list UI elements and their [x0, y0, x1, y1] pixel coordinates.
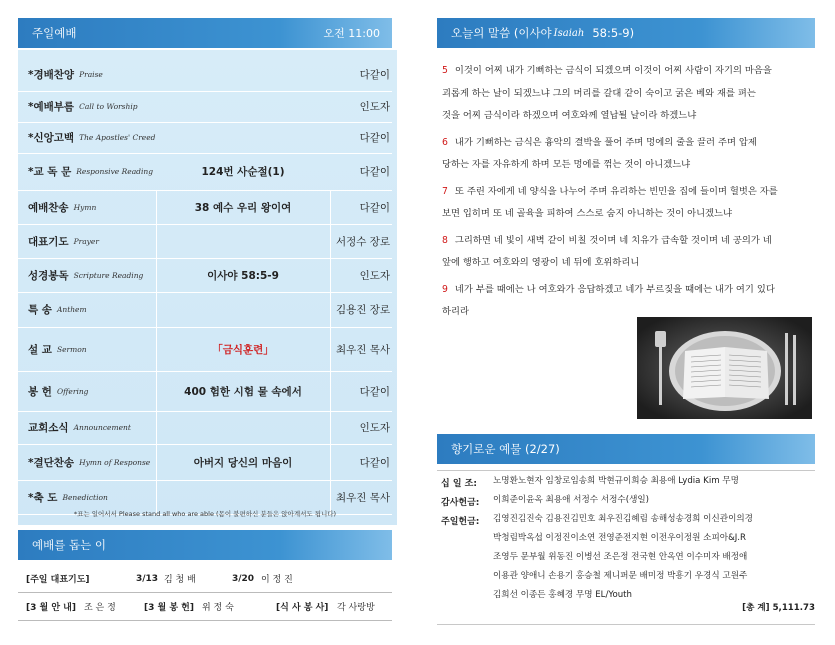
- worship-item-leader: 다같이: [359, 166, 390, 178]
- worship-item-detail: [158, 57, 328, 91]
- worship-row: [18, 57, 392, 92]
- verse-line: [442, 154, 816, 177]
- offering-names-line: 박청림박옥섭 이정진이소연 전영준전지현 이전우이정원 소피아&J.R: [493, 533, 747, 543]
- worship-item-name: [28, 91, 138, 122]
- offering-names-line: 조영두 문부월 위동진 이병선 조은정 전국현 안옥연 이수미자 배정애: [493, 552, 748, 562]
- worship-item-name: [28, 122, 155, 153]
- scripture-title: 오늘의 말씀 (이사야: [451, 26, 552, 40]
- worship-item-korean: 봉 헌: [28, 385, 52, 398]
- verse-line: [442, 203, 816, 226]
- worship-item-english: Anthem: [56, 305, 87, 314]
- worship-item-detail: [158, 91, 328, 122]
- worship-row: [18, 327, 392, 372]
- worship-order-panel: [18, 50, 397, 525]
- column-divider: [330, 190, 331, 224]
- verse-line: [442, 83, 816, 106]
- usher-label: [3 월 안 내]: [26, 603, 76, 613]
- worship-item-detail: [158, 411, 328, 444]
- worship-item-korean: *교 독 문: [28, 166, 72, 178]
- prayer-schedule-row: [18, 565, 392, 593]
- worship-item-english: Responsive Reading: [76, 167, 154, 176]
- verse-text: 그리하면 네 빛이 새벽 같이 비칠 것이며 네 치유가 급속할 것이며 네 공의가 네: [454, 234, 772, 246]
- column-divider: [330, 411, 331, 444]
- worship-row: [18, 153, 392, 191]
- worship-item-english: Call to Worship: [79, 102, 138, 111]
- worship-item-leader: 인도자: [359, 422, 390, 434]
- column-divider: [156, 224, 157, 258]
- column-divider: [156, 411, 157, 444]
- prayer-name-1: 김 청 배: [164, 575, 196, 585]
- worship-item-english: Announcement: [73, 423, 131, 432]
- worship-item-korean: 예배찬송: [28, 201, 69, 214]
- offering-names-line: 김희선 이종든 홍혜경 무명 EL/Youth: [493, 590, 632, 600]
- worship-item-leader: 김용진 장로: [335, 304, 390, 316]
- worship-item-detail: [158, 292, 328, 327]
- verse-text: 하리라: [442, 306, 469, 317]
- verse-number: 8: [442, 234, 448, 246]
- worship-row: [18, 122, 392, 154]
- prayer-date-2: 3/20: [232, 573, 255, 584]
- offering-names: [493, 491, 813, 510]
- worship-item-name: [28, 444, 150, 480]
- worship-row: [18, 411, 392, 445]
- verse-line: [442, 279, 816, 302]
- verse-block: [442, 60, 816, 128]
- scripture-reference: 58:5-9): [592, 26, 635, 40]
- verse-text: 또 주린 자에게 네 양식을 나누어 주며 유리하는 빈민을 집에 들이며 헐벗은 자를: [454, 185, 778, 197]
- worship-item-korean: *축 도: [28, 491, 58, 504]
- verse-block: [442, 181, 816, 226]
- verse-line: [442, 60, 816, 83]
- prayer-name-2: 이 정 진: [261, 575, 293, 585]
- offering-total: [총 계] 5,111.73: [742, 603, 815, 613]
- worship-item-korean: 교회소식: [28, 422, 69, 434]
- worship-row: [18, 224, 392, 259]
- worship-row: [18, 190, 392, 225]
- worship-item-korean: *예배부름: [28, 101, 75, 113]
- worship-item-english: Benediction: [62, 492, 108, 502]
- offering-names-line: 이희준이윤옥 최용애 서정수 서정수(생일): [493, 495, 650, 505]
- worship-title: 주일예배: [32, 26, 77, 40]
- worship-item-name: [28, 224, 99, 258]
- worship-item-english: Hymn: [73, 202, 97, 212]
- column-divider: [156, 190, 157, 224]
- worship-item-detail: 124번 사순절(1): [201, 166, 285, 178]
- worship-item-name: [28, 57, 103, 91]
- worship-item-detail: 400 험한 시험 물 속에서: [184, 385, 302, 398]
- offering-duty-label: [3 월 봉 헌]: [144, 603, 194, 613]
- worship-time: 오전 11:00: [323, 27, 380, 40]
- scripture-header: [437, 18, 815, 48]
- monthly-service-row: [18, 593, 392, 621]
- verse-text: 괴롭게 하는 날이 되겠느냐 그의 머리를 갈대 같이 숙이고 굵은 베와 재를 펴는: [442, 87, 756, 99]
- column-divider: [156, 327, 157, 371]
- usher-name: 조 은 정: [84, 603, 116, 613]
- verse-line: [442, 105, 816, 128]
- worship-item-name: [28, 327, 87, 371]
- worship-header: [18, 18, 392, 48]
- verse-text: 당하는 자를 자유하게 하며 모든 멍에를 꺾는 것이 아니겠느냐: [442, 159, 691, 170]
- verse-line: [442, 230, 816, 253]
- serve-title: 예배를 돕는 이: [32, 538, 106, 552]
- worship-item-name: [28, 153, 153, 190]
- worship-item-detail: 아버지 당신의 마음이: [193, 456, 293, 469]
- worship-item-leader: 최우진 목사: [335, 343, 390, 356]
- worship-item-leader: 서정수 장로: [335, 235, 390, 248]
- worship-item-detail: 「금식훈련」: [212, 343, 274, 356]
- verse-text: 앞에 행하고 여호와의 영광이 네 뒤에 호위하리니: [442, 257, 640, 268]
- worship-item-english: Hymn of Response: [79, 457, 151, 467]
- column-divider: [330, 224, 331, 258]
- worship-item-detail: [158, 224, 328, 258]
- worship-item-leader: 최우진 목사: [335, 491, 390, 504]
- verse-line: [442, 132, 816, 155]
- offering-header: [437, 434, 815, 464]
- worship-item-english: Praise: [79, 69, 103, 79]
- meal-service-name: 각 사랑방: [337, 603, 375, 613]
- prayer-date-1: 3/13: [136, 573, 159, 584]
- verse-line: [442, 181, 816, 204]
- worship-item-korean: 특 송: [28, 304, 52, 316]
- column-divider: [330, 327, 331, 371]
- worship-item-leader: 인도자: [359, 269, 390, 282]
- column-divider: [330, 444, 331, 480]
- worship-item-korean: 대표기도: [28, 235, 69, 248]
- verse-text: 것을 어찌 금식이라 하겠으며 여호와께 열납될 날이라 하겠느냐: [442, 110, 697, 121]
- offering-bottom-rule: [437, 624, 815, 625]
- verse-text: 내가 기뻐하는 금식은 흉악의 결박을 풀어 주며 멍에의 줄을 끌러 주며 압제: [454, 136, 757, 148]
- worship-item-english: Offering: [56, 386, 89, 396]
- offering-title: 향기로운 예물 (2/27): [451, 442, 560, 456]
- column-divider: [330, 258, 331, 292]
- offering-duty-name: 위 정 숙: [202, 603, 234, 613]
- worship-row: [18, 292, 392, 328]
- worship-item-english: The Apostles' Creed: [79, 133, 156, 142]
- worship-item-korean: *결단찬송: [28, 456, 75, 469]
- stand-note: *표는 일어서서 Please stand all who are able (몸이 불편하신 분들은 앉아계셔도 됩니다): [73, 510, 337, 518]
- column-divider: [156, 258, 157, 292]
- worship-item-english: Sermon: [56, 344, 87, 354]
- worship-row: [18, 91, 392, 123]
- worship-item-korean: *경배찬양: [28, 68, 75, 81]
- worship-item-leader: 인도자: [359, 101, 390, 113]
- worship-item-name: [28, 190, 96, 224]
- verse-text: 이것이 어찌 내가 기뻐하는 금식이 되겠으며 이것이 어찌 사람이 자기의 마음을: [454, 65, 772, 76]
- worship-item-name: [28, 411, 131, 444]
- column-divider: [156, 292, 157, 327]
- meal-service-label: [식 사 봉 사]: [276, 603, 329, 613]
- worship-row: [18, 371, 392, 412]
- verse-line: [442, 252, 816, 275]
- worship-row: [18, 258, 392, 293]
- verse-number: 7: [442, 185, 448, 197]
- offering-names-line: 김영진김진숙 김용진김민호 최우진김혜림 송해성송경희 이신관이의경: [493, 514, 753, 524]
- worship-item-english: Scripture Reading: [73, 270, 144, 280]
- verse-text: 보면 입히며 또 네 골육을 피하여 스스로 숨지 아니하는 것이 아니겠느냐: [442, 208, 732, 219]
- column-divider: [330, 371, 331, 411]
- offering-names: [493, 510, 813, 605]
- worship-row: [18, 444, 392, 481]
- worship-item-name: [28, 258, 143, 292]
- worship-item-leader: 다같이: [359, 68, 390, 81]
- bible-photo: [637, 317, 812, 419]
- worship-item-korean: 설 교: [28, 343, 52, 356]
- verse-text: 네가 부를 때에는 나 여호와가 응답하겠고 네가 부르짖을 때에는 내가 여기 있다: [454, 283, 775, 295]
- verse-block: [442, 230, 816, 275]
- worship-item-korean: *신앙고백: [28, 132, 75, 144]
- open-bible-illustration: [637, 317, 812, 419]
- offering-category-label: 십 일 조:: [441, 479, 477, 489]
- serve-header: [18, 530, 392, 560]
- worship-item-korean: 성경봉독: [28, 269, 69, 282]
- offering-category-label: 감사헌금:: [441, 498, 480, 508]
- worship-item-name: [28, 292, 87, 327]
- worship-item-english: Prayer: [73, 236, 99, 246]
- worship-item-leader: 다같이: [359, 132, 390, 144]
- offering-category-label: 주일헌금:: [441, 517, 480, 527]
- column-divider: [156, 371, 157, 411]
- worship-item-detail: 이사야 58:5-9: [207, 269, 279, 282]
- worship-item-detail: 38 예수 우리 왕이여: [194, 201, 292, 214]
- offering-top-rule: [437, 470, 815, 471]
- column-divider: [330, 292, 331, 327]
- verse-block: [442, 132, 816, 177]
- worship-item-leader: 다같이: [359, 201, 390, 214]
- scripture-book-script: Isaiah: [553, 27, 585, 39]
- worship-item-name: [28, 371, 88, 411]
- verse-number: 6: [442, 136, 448, 148]
- offering-names-line: 이용관 양애니 손용기 홍승철 제니퍼문 배미정 박흥기 우경식 고원주: [493, 571, 748, 581]
- worship-item-detail: [158, 122, 328, 153]
- offering-names-line: 노명환노현자 임창로임송희 박현규이희승 최용애 Lydia Kim 무명: [493, 476, 739, 486]
- prayer-label: [주일 대표기도]: [26, 575, 90, 585]
- verse-number: 9: [442, 283, 448, 295]
- worship-item-leader: 다같이: [359, 456, 390, 469]
- offering-names: [493, 472, 813, 491]
- worship-item-leader: 다같이: [359, 385, 390, 398]
- column-divider: [156, 444, 157, 480]
- verse-number: 5: [442, 65, 448, 76]
